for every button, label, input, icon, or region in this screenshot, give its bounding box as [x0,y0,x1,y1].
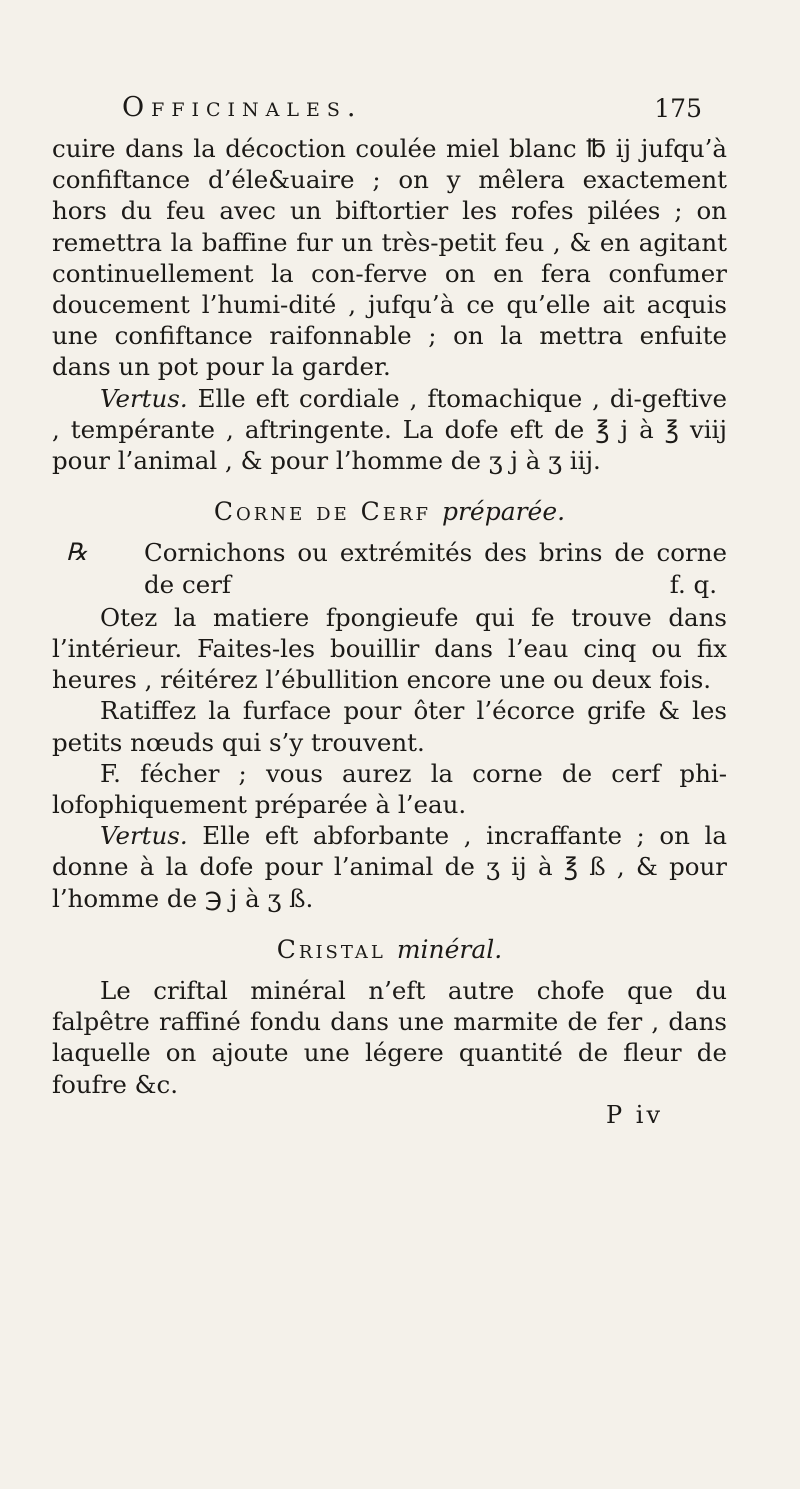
vertus-text: Elle eft cordiale , ftomachique , di-geftive , tempérante , aftringente. La dofe eft de ℥ j à ℥ viij pour l’animal , & pour l’homme de ʒ j à ʒ iij. [52,383,727,476]
vertus-paragraph [52,820,727,914]
heading-italic: préparée. [441,497,566,527]
ingredient-text [144,537,727,599]
vertus-text: Elle eft abforbante , incraffante ; on la donne à la dofe pour l’animal de ʒ ij à ℥ ß , & pour l’homme de ℈ j à ʒ ß. [52,821,727,913]
continuation-paragraph: cuire dans la décoction coulée miel blanc ℔ ij jufqu’à confiftance d’éle&uaire ; on y mêlera exactement hors du feu avec un biftortier les rofes pilées ; on remettra la baffine fur un très-petit feu , & en agitant continuellement la con-ferve on en fera confumer doucement l’humi-dité , jufqu’à ce qu’elle ait acquis une confiftance raifonnable ; on la mettra enfuite dans un pot pour la garder. [52,134,727,382]
heading-main: Corne de Cerf [213,497,431,527]
instruction-paragraph: F. fécher ; vous aurez la corne de cerf phi-lofophiquement préparée à l’eau. [52,758,727,820]
page-header [112,92,702,132]
section-heading-cristal-mineral [52,934,727,965]
heading-main: Cristal [276,934,386,964]
ingredient-quantity: f. q. [669,569,717,599]
description-paragraph: Le criftal minéral n’eft autre chofe que du falpêtre raffiné fondu dans une marmite de fer , dans laquelle on ajoute une légere quantité de fleur de foufre &c. [52,976,727,1099]
recipe-symbol: ℞ [66,538,88,567]
page-number: 175 [654,94,702,123]
heading-italic: minéral. [396,934,503,964]
vertus-label: Vertus. [100,821,188,851]
vertus-label: Vertus. [100,383,188,413]
section-heading-corne-de-cerf [52,496,727,527]
signature-mark: P iv [605,1100,663,1129]
running-title: Officinales. [122,92,363,123]
body-text [52,133,727,1131]
instruction-paragraph: Ratiffez la furface pour ôter l’écorce grife & les petits nœuds qui s’y trouvent. [52,696,727,757]
ingredient-name: Cornichons ou extrémités des brins de corne de cerf [144,538,727,599]
recipe-ingredient [52,537,727,599]
vertus-paragraph [52,383,727,477]
instruction-paragraph: Otez la matiere fpongieufe qui fe trouve dans l’intérieur. Faites-les bouillir dans l’eau cinq ou fix heures , réitérez l’ébullition encore une ou deux fois. [52,602,727,695]
